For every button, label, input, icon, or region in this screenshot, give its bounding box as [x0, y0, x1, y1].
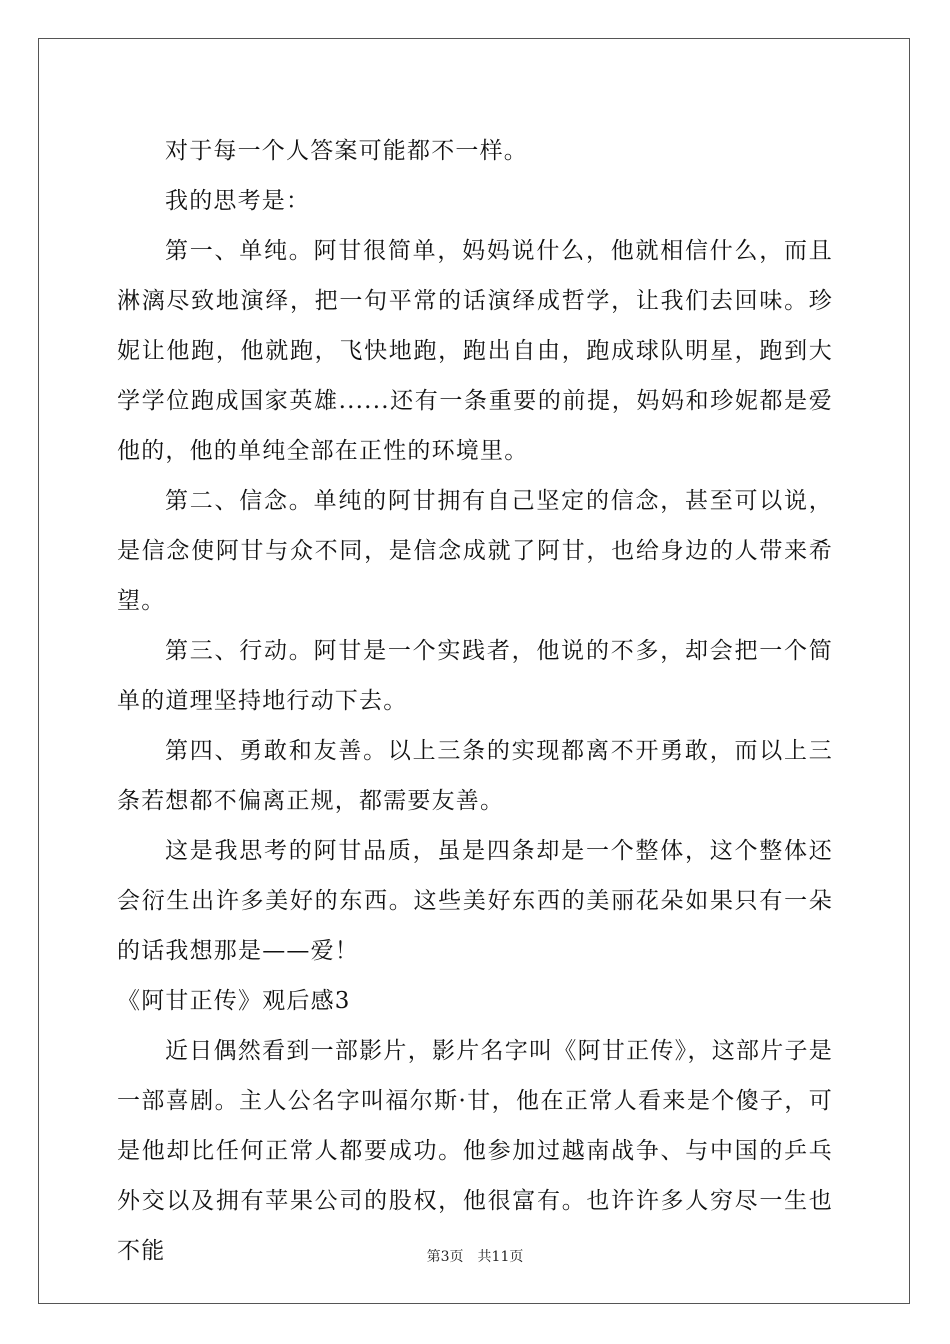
paragraph-5: 第三、行动。阿甘是一个实践者，他说的不多，却会把一个简单的道理坚持地行动下去。 — [117, 638, 833, 714]
page-footer — [0, 1246, 950, 1266]
paragraph-1: 对于每一个人答案可能都不一样。 — [165, 138, 528, 164]
paragraph-7: 这是我思考的阿甘品质，虽是四条却是一个整体，这个整体还会衍生出许多美好的东西。这些美好东西的美丽花朵如果只有一朵的话我想那是——爱！ — [117, 838, 833, 964]
page-number: 第3页 — [426, 1249, 464, 1265]
document-body — [117, 126, 833, 1276]
section-heading: 《阿甘正传》观后感3 — [117, 988, 351, 1014]
paragraph-2: 我的思考是： — [165, 188, 311, 214]
paragraph-8: 近日偶然看到一部影片，影片名字叫《阿甘正传》，这部片子是一部喜剧。主人公名字叫福尔斯·甘，他在正常人看来是个傻子，可是他却比任何正常人都要成功。他参加过越南战争、与中国的乒乓外交以及拥有苹果公司的股权，他很富有。也许许多人穷尽一生也不能 — [117, 1038, 833, 1264]
page-total: 共11页 — [477, 1249, 524, 1265]
paragraph-6: 第四、勇敢和友善。以上三条的实现都离不开勇敢，而以上三条若想都不偏离正规，都需要友善。 — [117, 738, 833, 814]
paragraph-4: 第二、信念。单纯的阿甘拥有自己坚定的信念，甚至可以说，是信念使阿甘与众不同，是信念成就了阿甘，也给身边的人带来希望。 — [117, 488, 833, 614]
paragraph-3: 第一、单纯。阿甘很简单，妈妈说什么，他就相信什么，而且淋漓尽致地演绎，把一句平常的话演绎成哲学，让我们去回味。珍妮让他跑，他就跑，飞快地跑，跑出自由，跑成球队明星，跑到大学学位跑成国家英雄......还有一条重要的前提，妈妈和珍妮都是爱他的，他的单纯全部在正性的环境里。 — [117, 238, 833, 464]
